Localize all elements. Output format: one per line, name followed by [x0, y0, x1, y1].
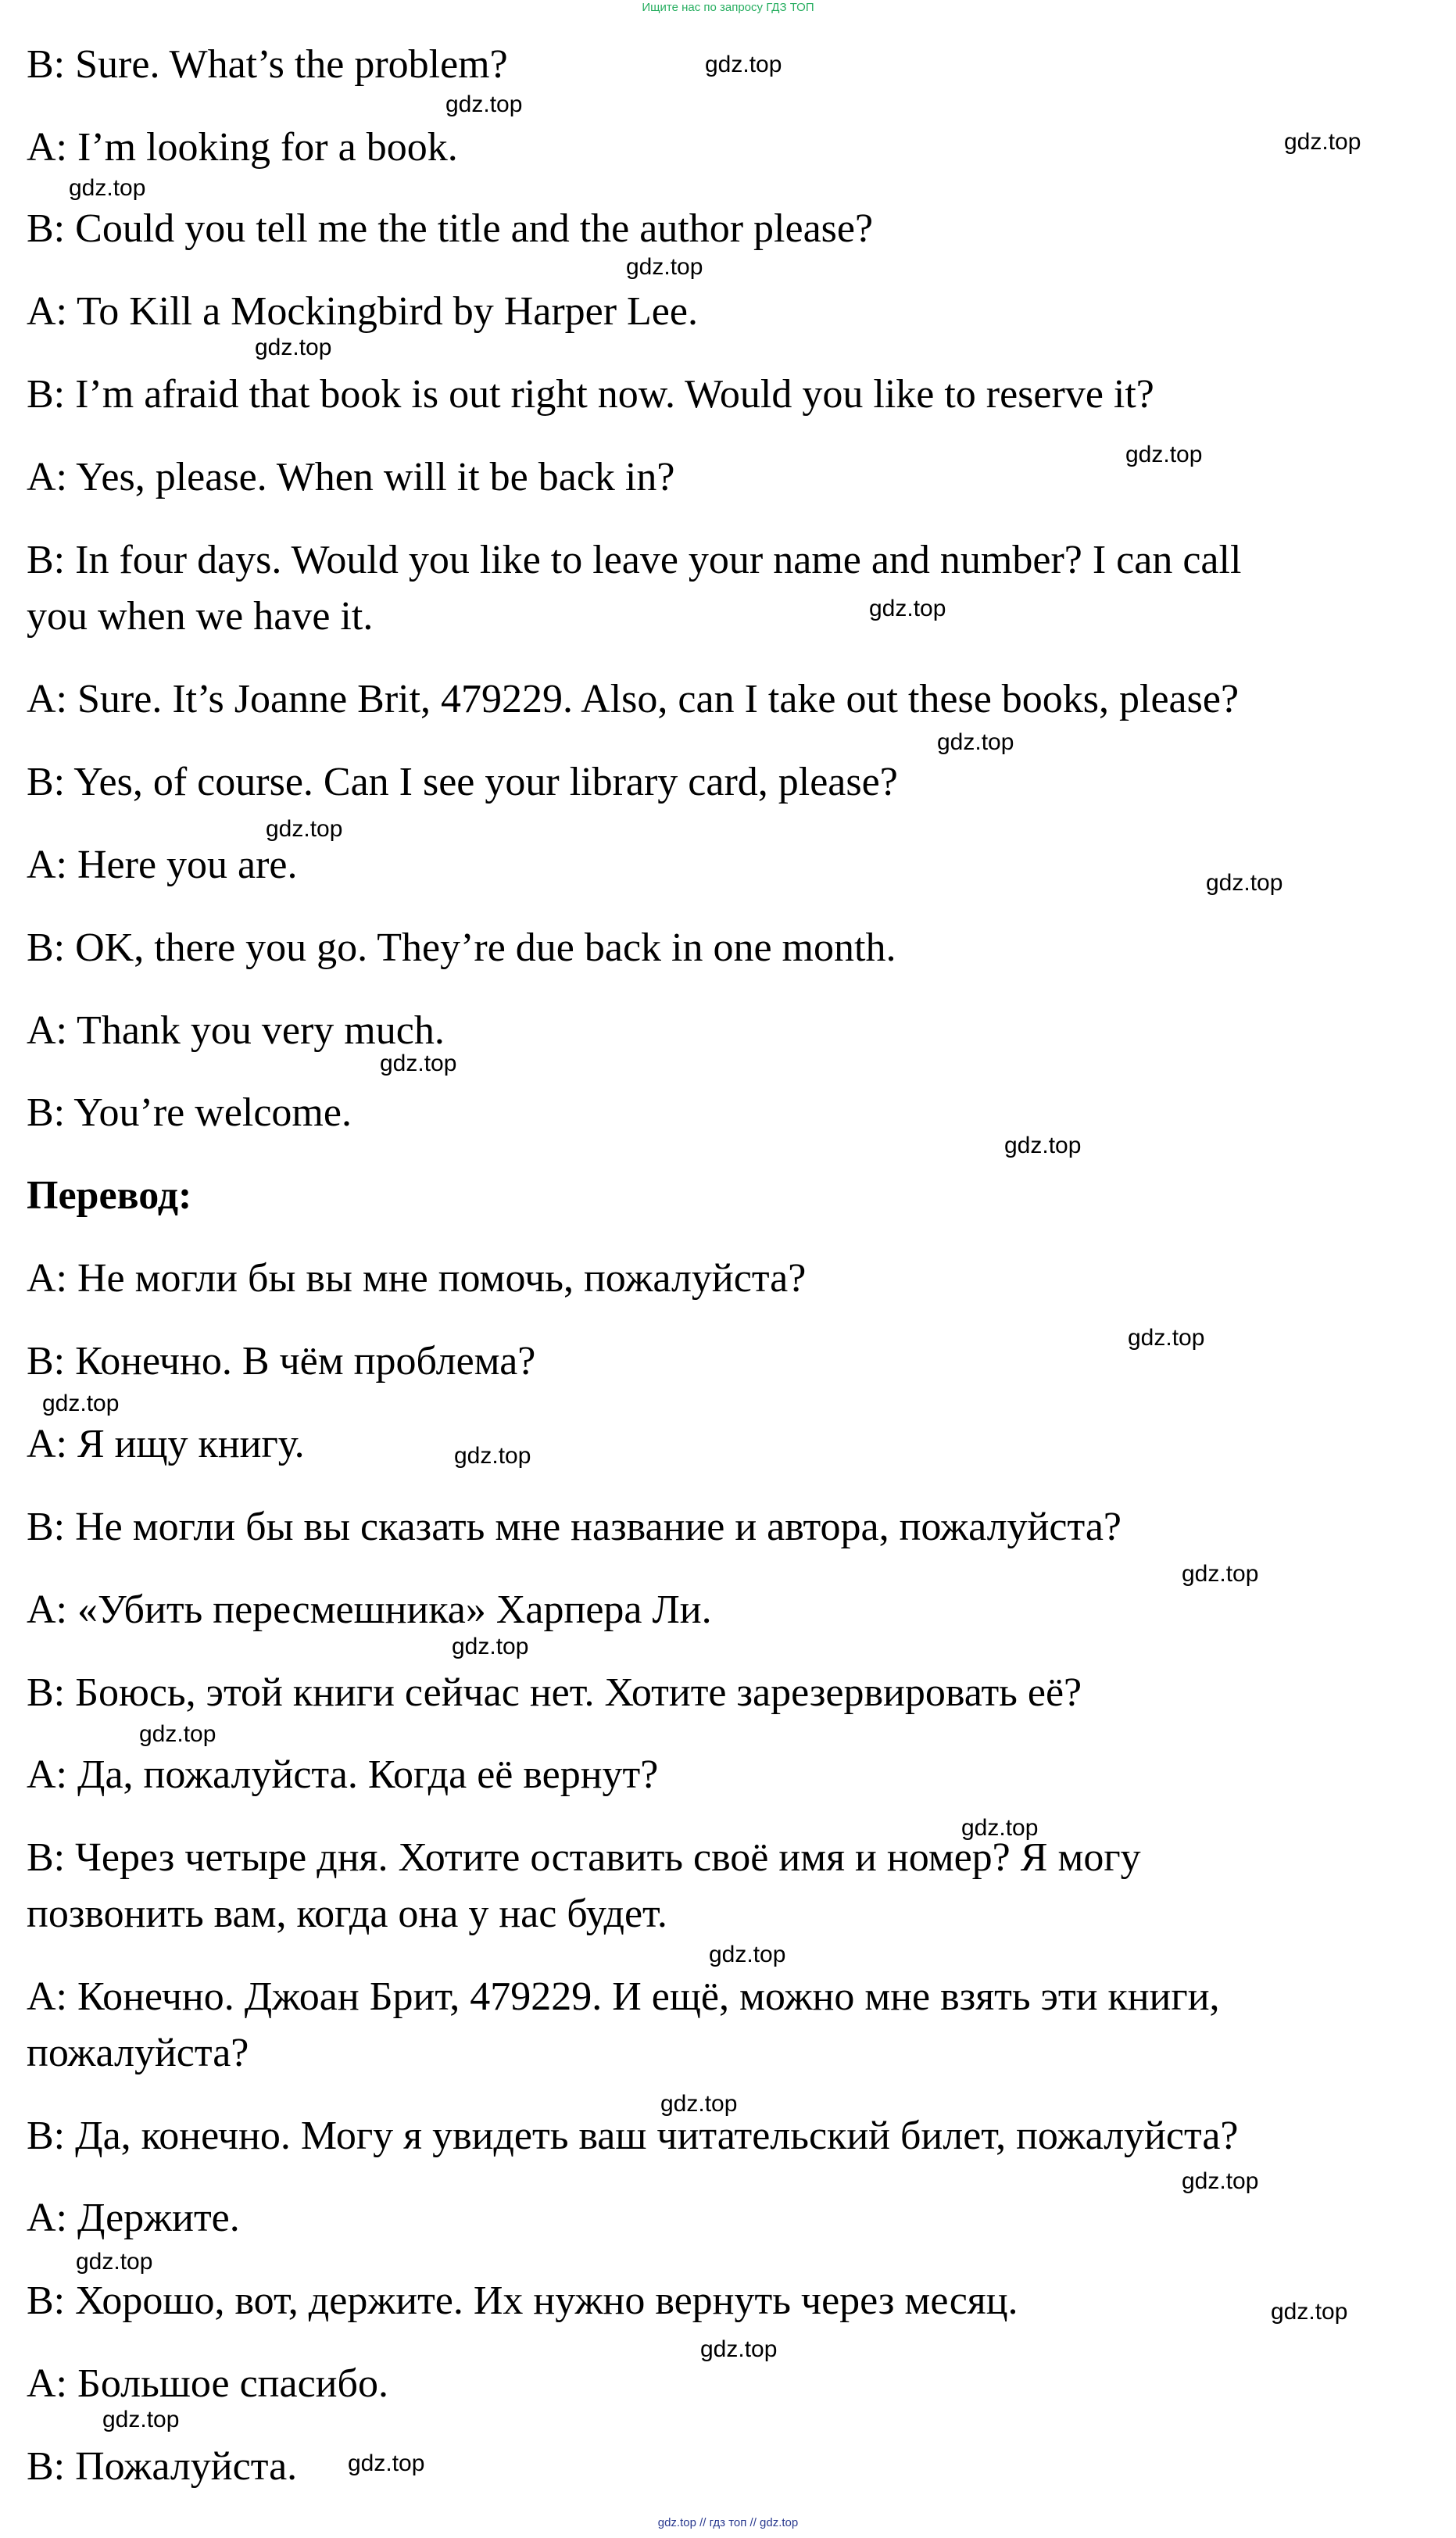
watermark: gdz.top — [1182, 2168, 1259, 2194]
watermark: gdz.top — [1128, 1325, 1205, 1351]
dialogue-line: B: OK, there you go. They’re due back in one month. — [27, 925, 896, 970]
watermark: gdz.top — [452, 1634, 529, 1659]
watermark: gdz.top — [1004, 1133, 1082, 1158]
watermark: gdz.top — [1284, 129, 1361, 155]
footer-watermark: gdz.top // гдз топ // gdz.top — [657, 2516, 799, 2529]
dialogue-line: позвонить вам, когда она у нас будет. — [27, 1892, 667, 1936]
watermark: gdz.top — [102, 2407, 180, 2432]
dialogue-line: A: To Kill a Mockingbird by Harper Lee. — [27, 289, 698, 334]
watermark: gdz.top — [380, 1051, 457, 1076]
dialogue-line: А: Да, пожалуйста. Когда её вернут? — [27, 1752, 659, 1797]
dialogue-line: А: Держите. — [27, 2196, 240, 2240]
dialogue-line: В: Хорошо, вот, держите. Их нужно вернуть через месяц. — [27, 2278, 1018, 2323]
watermark: gdz.top — [961, 1815, 1039, 1841]
dialogue-line: B: I’m afraid that book is out right now. Would you like to reserve it? — [27, 372, 1154, 417]
dialogue-line: A: Sure. It’s Joanne Brit, 479229. Also, can I take out these books, please? — [27, 677, 1240, 721]
dialogue-line: В: Через четыре дня. Хотите оставить своё имя и номер? Я могу — [27, 1835, 1141, 1880]
dialogue-line: A: Thank you very much. — [27, 1008, 445, 1053]
dialogue-line: А: Не могли бы вы мне помочь, пожалуйста? — [27, 1256, 807, 1301]
dialogue-line: B: You’re welcome. — [27, 1090, 352, 1135]
translation-heading: Перевод: — [27, 1173, 192, 1218]
watermark: gdz.top — [937, 729, 1014, 755]
watermark: gdz.top — [1206, 870, 1283, 896]
watermark: gdz.top — [700, 2336, 778, 2362]
top-banner: Ищите нас по запросу ГДЗ ТОП — [642, 1, 814, 14]
dialogue-line: B: Could you tell me the title and the author please? — [27, 206, 874, 251]
dialogue-line: B: Sure. What’s the problem? — [27, 42, 508, 87]
watermark: gdz.top — [445, 91, 523, 117]
watermark: gdz.top — [69, 175, 146, 201]
watermark: gdz.top — [1125, 442, 1203, 467]
watermark: gdz.top — [709, 1942, 786, 1967]
dialogue-line: A: Yes, please. When will it be back in? — [27, 455, 675, 499]
watermark: gdz.top — [348, 2450, 425, 2476]
dialogue-line: В: Боюсь, этой книги сейчас нет. Хотите зарезервировать её? — [27, 1670, 1082, 1715]
dialogue-line: В: Не могли бы вы сказать мне название и автора, пожалуйста? — [27, 1505, 1122, 1549]
dialogue-line: А: Большое спасибо. — [27, 2361, 388, 2406]
dialogue-line: A: Here you are. — [27, 843, 298, 887]
dialogue-line: B: Yes, of course. Can I see your library card, please? — [27, 760, 898, 804]
watermark: gdz.top — [869, 596, 946, 621]
dialogue-line: А: «Убить пересмешника» Харпера Ли. — [27, 1588, 712, 1632]
watermark: gdz.top — [1182, 1561, 1259, 1587]
watermark: gdz.top — [705, 52, 782, 77]
watermark: gdz.top — [454, 1443, 531, 1469]
watermark: gdz.top — [1271, 2299, 1348, 2325]
watermark: gdz.top — [139, 1721, 216, 1747]
watermark: gdz.top — [76, 2249, 153, 2275]
dialogue-line: А: Я ищу книгу. — [27, 1422, 305, 1466]
dialogue-line: В: Конечно. В чём проблема? — [27, 1339, 536, 1384]
watermark: gdz.top — [266, 816, 343, 842]
dialogue-line: B: In four days. Would you like to leave your name and number? I can call — [27, 538, 1242, 582]
watermark: gdz.top — [42, 1391, 120, 1416]
watermark: gdz.top — [626, 254, 703, 280]
dialogue-line: пожалуйста? — [27, 2031, 249, 2075]
dialogue-line: you when we have it. — [27, 594, 374, 639]
watermark: gdz.top — [255, 335, 332, 360]
watermark: gdz.top — [660, 2091, 738, 2117]
dialogue-line: В: Да, конечно. Могу я увидеть ваш читательский билет, пожалуйста? — [27, 2114, 1239, 2158]
dialogue-line: А: Конечно. Джоан Брит, 479229. И ещё, можно мне взять эти книги, — [27, 1974, 1220, 2019]
dialogue-line: В: Пожалуйста. — [27, 2444, 298, 2489]
dialogue-line: A: I’m looking for a book. — [27, 125, 458, 170]
